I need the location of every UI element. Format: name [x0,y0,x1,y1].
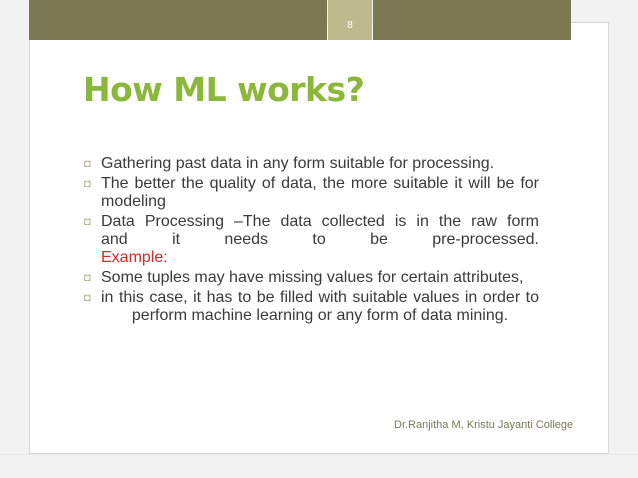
list-item [84,155,539,173]
hollow-diamond-icon: ◘ [84,272,91,284]
bullet-text: The better the quality of data, the more suitable it will be for modeling [101,175,539,210]
slide-title: How ML works? [83,70,365,109]
hollow-diamond-icon: ◘ [84,216,91,228]
bullet-text: Gathering past data in any form suitable for processing. [101,155,495,172]
header-bar-right [373,0,571,40]
list-item [84,175,539,211]
bullet-text: Some tuples may have missing values for certain attributes, [101,269,524,286]
list-item [84,213,539,267]
bullet-list [84,155,539,327]
footer-author: Dr.Ranjitha M, Kristu Jayanti College [394,419,574,431]
list-item [84,269,539,287]
list-item [84,289,539,325]
bullet-text-line: and it needs to be pre-processed. [101,231,539,248]
bullet-text: in this case, it has to be filled with suitable values in order to perform machine learning or any form of data mining. [101,289,539,324]
bullet-text-line: Data Processing –The data collected is in the raw form [101,213,539,230]
hollow-diamond-icon: ◘ [84,158,91,170]
hollow-diamond-icon: ◘ [84,178,91,190]
hollow-diamond-icon: ◘ [84,292,91,304]
example-label: Example: [101,249,168,266]
header-bar-left [29,0,327,40]
page-number: 8 [328,0,372,40]
bottom-divider [0,454,638,455]
